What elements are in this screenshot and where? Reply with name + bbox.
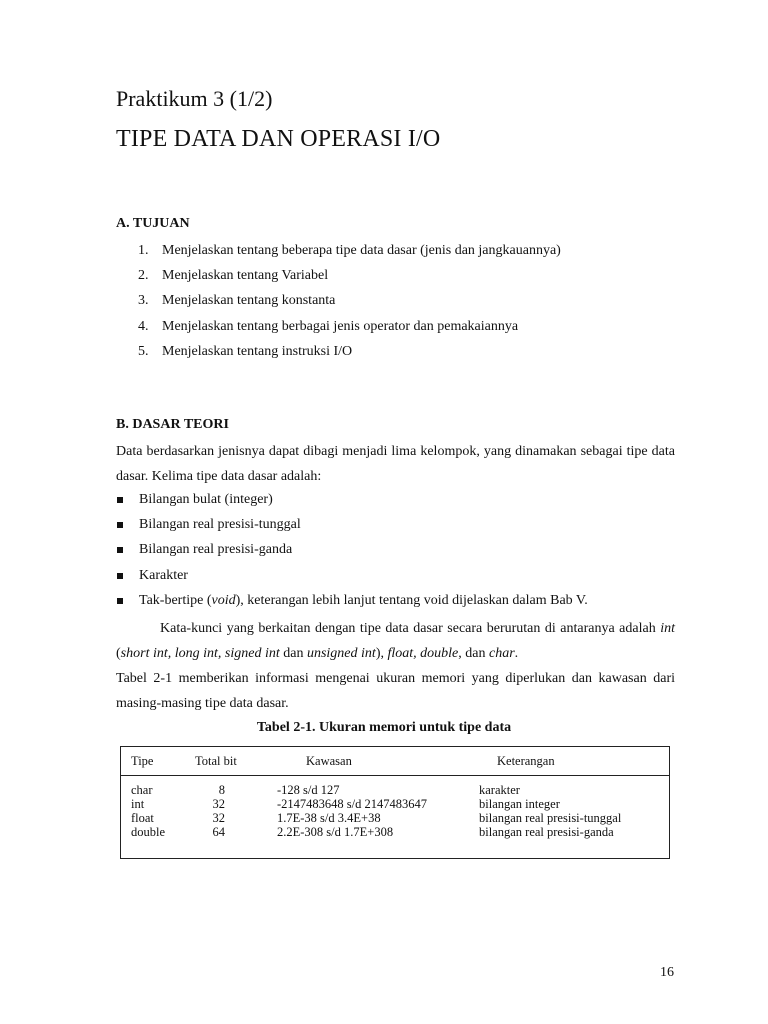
cell-bits: 64 bbox=[212, 825, 225, 839]
cell-note: bilangan real presisi-tunggal bbox=[479, 811, 622, 825]
intro-paragraph: Data berdasarkan jenisnya dapat dibagi menjadi lima kelompok, yang dinamakan sebagai tipe data dasar. Kelima tipe data dasar adalah: bbox=[116, 444, 675, 485]
list-item bbox=[138, 291, 561, 316]
list-item bbox=[116, 490, 588, 515]
bullet-text: Bilangan real presisi-tunggal bbox=[139, 517, 301, 533]
cell-type: float bbox=[131, 811, 154, 825]
header-divider bbox=[121, 775, 669, 776]
item-text: Menjelaskan tentang Variabel bbox=[162, 268, 329, 284]
page-title: TIPE DATA DAN OPERASI I/O bbox=[116, 126, 441, 152]
section-a-heading: A. TUJUAN bbox=[116, 216, 190, 231]
list-item bbox=[116, 591, 588, 616]
bullet-text: Karakter bbox=[139, 567, 188, 583]
text-run: Tak-bertipe ( bbox=[139, 592, 212, 608]
item-text: Menjelaskan tentang beberapa tipe data dasar (jenis dan jangkauannya) bbox=[162, 243, 561, 258]
item-text: Menjelaskan tentang konstanta bbox=[162, 293, 336, 309]
cell-note: bilangan real presisi-ganda bbox=[479, 825, 614, 839]
text-run-italic: unsigned int bbox=[306, 646, 376, 662]
list-item bbox=[116, 566, 588, 591]
cell-type: int bbox=[131, 797, 145, 811]
table-body bbox=[121, 783, 669, 839]
page-number: 16 bbox=[660, 965, 674, 980]
text-run: ), keterangan lebih lanjut tentang void dijelaskan dalam Bab V. bbox=[235, 592, 588, 608]
text-run: Kata-kunci yang berkaitan dengan tipe data dasar secara berurutan di antaranya adalah bbox=[160, 621, 661, 636]
text-run: dan bbox=[279, 646, 307, 662]
list-item bbox=[116, 540, 588, 565]
text-run-italic: short int, long int, signed int bbox=[120, 646, 280, 662]
table-row bbox=[121, 825, 669, 839]
table-caption: Tabel 2-1. Ukuran memori untuk tipe data bbox=[256, 720, 512, 735]
cell-range: 1.7E-38 s/d 3.4E+38 bbox=[277, 811, 381, 825]
table-row bbox=[121, 811, 669, 825]
cell-bits: 32 bbox=[212, 797, 225, 811]
table-header-row bbox=[121, 754, 669, 774]
text-run-italic: char bbox=[488, 646, 515, 662]
bullet-square-icon bbox=[117, 522, 123, 528]
item-text: Menjelaskan tentang berbagai jenis operator dan pemakaiannya bbox=[162, 318, 519, 334]
list-item bbox=[138, 317, 561, 342]
item-text: Menjelaskan tentang instruksi I/O bbox=[162, 343, 353, 359]
header-note: Keterangan bbox=[497, 754, 555, 768]
item-number: 1. bbox=[138, 243, 149, 258]
header-type: Tipe bbox=[131, 754, 154, 768]
bullet-text: Bilangan bulat (integer) bbox=[139, 492, 273, 507]
text-run: ( bbox=[116, 646, 121, 662]
item-number: 3. bbox=[138, 293, 149, 309]
cell-range: -128 s/d 127 bbox=[277, 783, 340, 797]
list-item bbox=[138, 342, 561, 367]
text-run: ), bbox=[375, 646, 388, 662]
objectives-list bbox=[138, 241, 561, 367]
cell-bits: 8 bbox=[218, 783, 225, 797]
practicum-label: Praktikum 3 (1/2) bbox=[116, 86, 273, 111]
cell-type: double bbox=[131, 825, 166, 839]
item-number: 4. bbox=[138, 318, 149, 334]
data-type-bullets bbox=[116, 490, 588, 616]
bullet-text: Bilangan real presisi-ganda bbox=[139, 542, 293, 558]
text-run-italic: void bbox=[211, 592, 236, 608]
cell-note: bilangan integer bbox=[479, 797, 560, 811]
cell-note: karakter bbox=[479, 783, 520, 797]
bullet-square-icon bbox=[117, 497, 123, 503]
table-row bbox=[121, 783, 669, 797]
item-number: 5. bbox=[138, 343, 149, 359]
list-item bbox=[116, 515, 588, 540]
text-run: , dan bbox=[458, 646, 489, 662]
header-range: Kawasan bbox=[306, 754, 352, 768]
cell-bits: 32 bbox=[212, 811, 225, 825]
bullet-text bbox=[139, 591, 588, 611]
section-b-heading: B. DASAR TEORI bbox=[116, 417, 229, 432]
keywords-paragraph bbox=[116, 616, 675, 666]
cell-type: char bbox=[131, 783, 153, 797]
text-run-italic: int bbox=[660, 621, 675, 636]
data-type-table bbox=[120, 746, 670, 859]
list-item bbox=[138, 266, 561, 291]
cell-range: 2.2E-308 s/d 1.7E+308 bbox=[277, 825, 394, 839]
cell-range: -2147483648 s/d 2147483647 bbox=[277, 797, 427, 811]
item-number: 2. bbox=[138, 268, 149, 284]
text-run-italic: float, double bbox=[387, 646, 459, 662]
table-intro-paragraph: Tabel 2-1 memberikan informasi mengenai ukuran memori yang diperlukan dan kawasan dari masing-masing tipe data dasar. bbox=[116, 671, 675, 712]
list-item bbox=[138, 241, 561, 266]
bullet-square-icon bbox=[117, 598, 123, 604]
text-run: . bbox=[514, 646, 519, 662]
header-bits: Total bit bbox=[195, 754, 237, 768]
bullet-square-icon bbox=[117, 547, 123, 553]
table-row bbox=[121, 797, 669, 811]
bullet-square-icon bbox=[117, 573, 123, 579]
